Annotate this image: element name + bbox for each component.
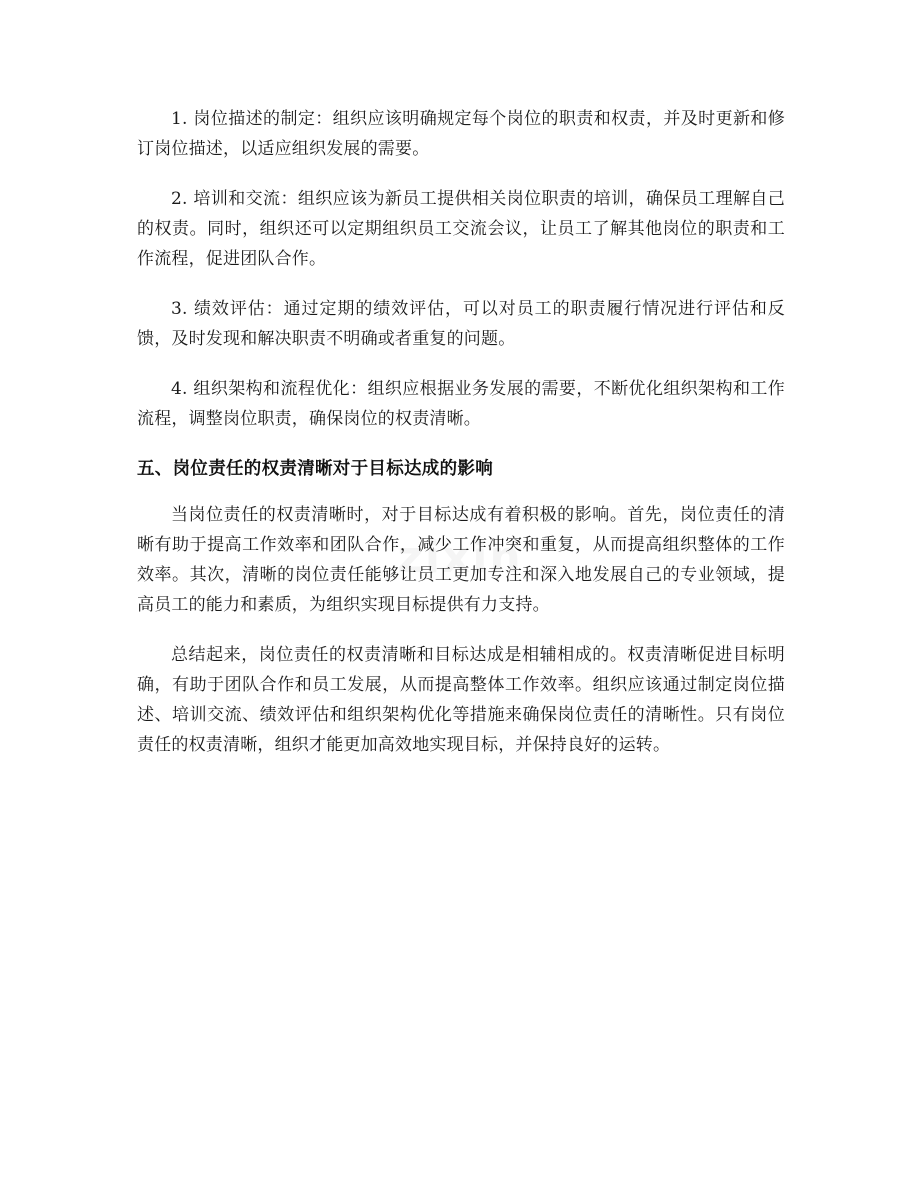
section-paragraph-summary: 总结起来，岗位责任的权责清晰和目标达成是相辅相成的。权责清晰促进目标明确，有助于团队合作和员工发展，从而提高整体工作效率。组织应该通过制定岗位描述、培训交流、绩效评估和组织架构优化等措施来确保岗位责任的清晰性。只有岗位责任的权责清晰，组织才能更加高效地实现目标，并保持良好的运转。 [137,645,785,755]
list-item-training-communication: 2. 培训和交流：组织应该为新员工提供相关岗位职责的培训，确保员工理解自己的权责。同时，组织还可以定期组织员工交流会议，让员工了解其他岗位的职责和工作流程，促进团队合作。 [137,189,785,269]
section-heading: 五、岗位责任的权责清晰对于目标达成的影响 [137,459,493,479]
document-body [137,104,785,780]
list-item-structure-optimization: 4. 组织架构和流程优化：组织应根据业务发展的需要，不断优化组织架构和工作流程，调整岗位职责，确保岗位的权责清晰。 [137,379,785,429]
list-item-performance-evaluation: 3. 绩效评估：通过定期的绩效评估，可以对员工的职责履行情况进行评估和反馈，及时发现和解决职责不明确或者重复的问题。 [137,299,785,349]
list-item-job-description: 1. 岗位描述的制定：组织应该明确规定每个岗位的职责和权责，并及时更新和修订岗位描述，以适应组织发展的需要。 [137,109,785,159]
section-paragraph-impact: 当岗位责任的权责清晰时，对于目标达成有着积极的影响。首先，岗位责任的清晰有助于提高工作效率和团队合作，减少工作冲突和重复，从而提高组织整体的工作效率。其次，清晰的岗位责任能够让员工更加专注和深入地发展自己的专业领域，提高员工的能力和素质，为组织实现目标提供有力支持。 [137,505,785,615]
